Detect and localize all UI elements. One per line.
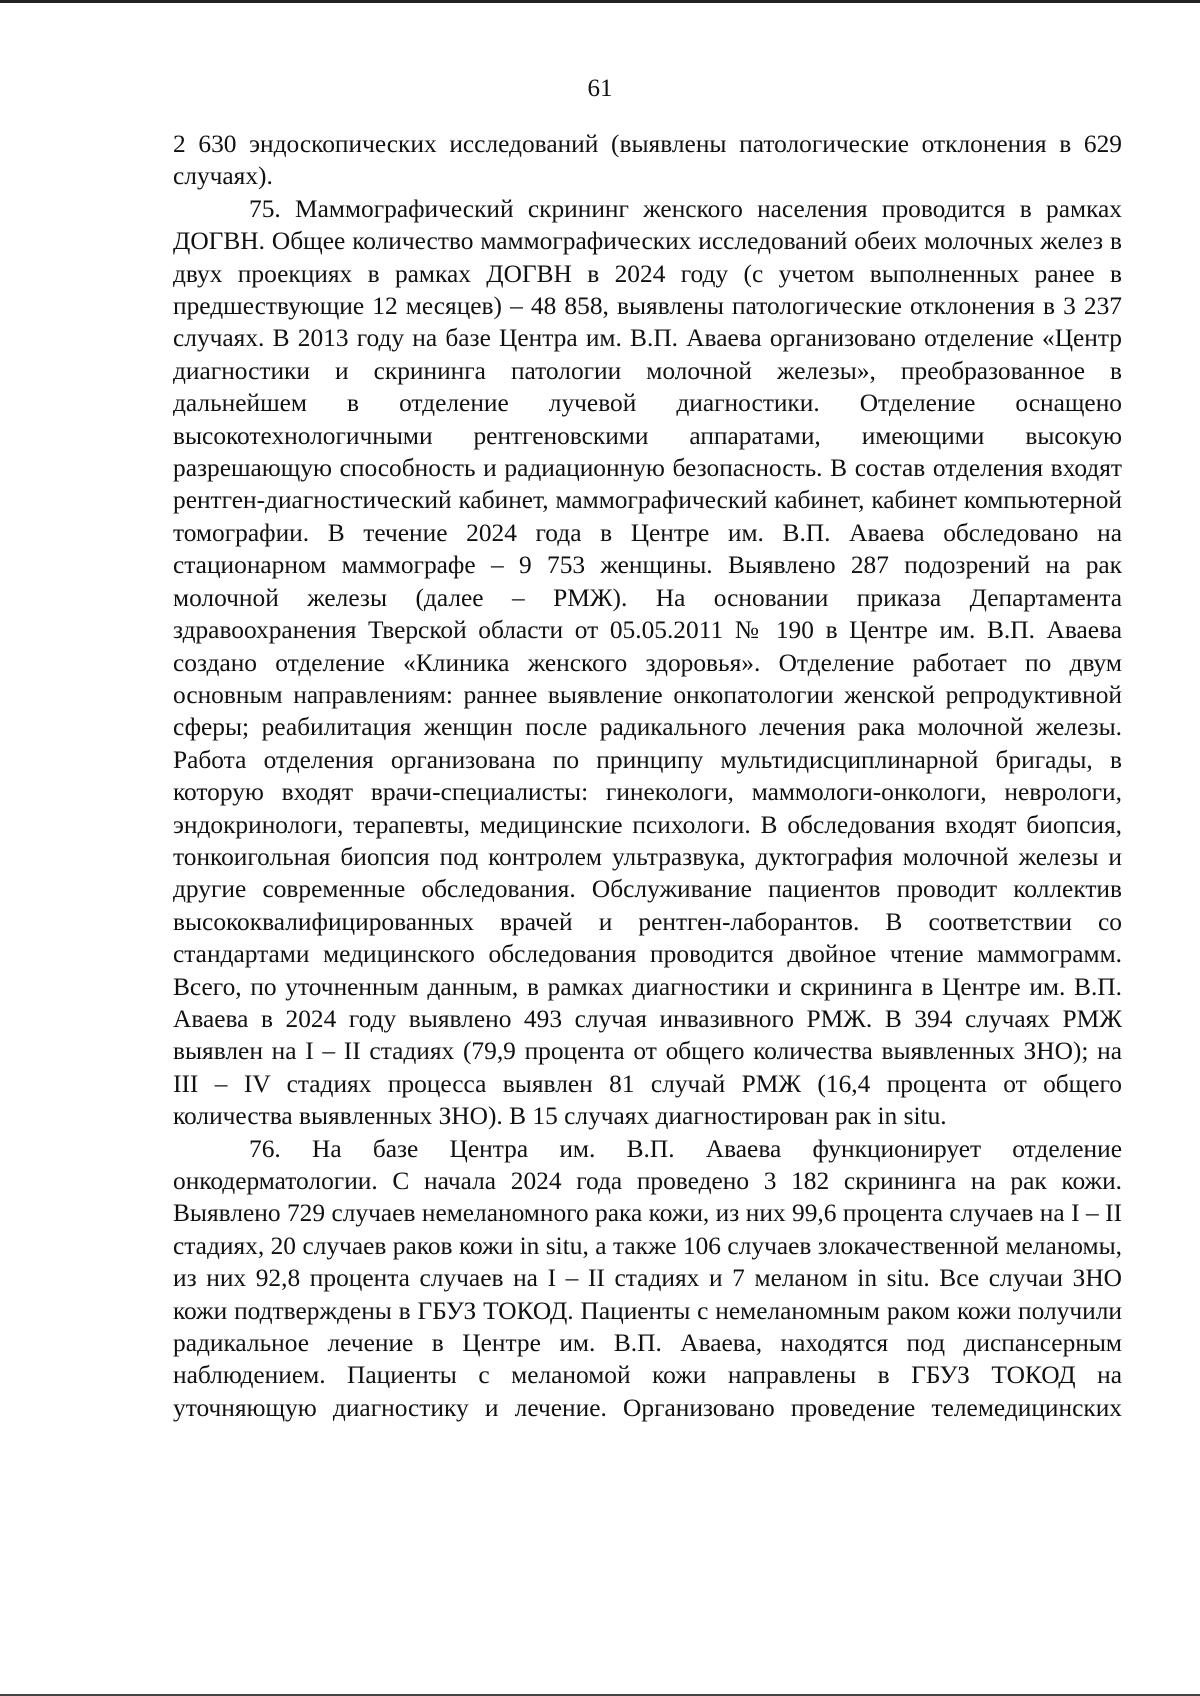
paragraph-76: 76. На базе Центра им. В.П. Аваева функционирует отделение онкодерматологии. С начала 2024 года проведено 3 182 скрининга на рак кожи. Выявлено 729 случаев немеланомного рака кожи, из них 99,6 процента случаев на I – II стадиях, 20 случаев раков кожи in situ, а также 106 случаев злокачественной меланомы, из них 92,8 процента случаев на I – II стадиях и 7 меланом in situ. Все случаи ЗНО кожи подтверждены в ГБУЗ ТОКОД. Пациенты с немеланомным раком кожи получили радикальное лечение в Центре им. В.П. Аваева, находятся под диспансерным наблюдением. Пациенты с меланомой кожи направлены в ГБУЗ ТОКОД на уточняющую диагностику и лечение. Организовано проведение телемедицинских bbox=[173, 1134, 1122, 1422]
document-body bbox=[173, 128, 1122, 1424]
paragraph-continuation: 2 630 эндоскопических исследований (выявлены патологические отклонения в 629 случаях). bbox=[173, 130, 1122, 191]
page-number: 61 bbox=[587, 75, 613, 102]
paragraph-75: 75. Маммографический скрининг женского населения проводится в рамках ДОГВН. Общее количество маммографических исследований обеих молочных желез в двух проекциях в рамках ДОГВН в 2024 году (с учетом выполненных ранее в предшествующие 12 месяцев) – 48 858, выявлены патологические отклонения в 3 237 случаях. В 2013 году на базе Центра им. В.П. Аваева организовано отделение «Центр диагностики и скрининга патологии молочной железы», преобразованное в дальнейшем в отделение лучевой диагностики. Отделение оснащено высокотехнологичными рентгеновскими аппаратами, имеющими высокую разрешающую способность и радиационную безопасность. В состав отделения входят рентген-диагностический кабинет, маммографический кабинет, кабинет компьютерной томографии. В течение 2024 года в Центре им. В.П. Аваева обследовано на стационарном маммографе – 9 753 женщины. Выявлено 287 подозрений на рак молочной железы (далее – РМЖ). На основании приказа Департамента здравоохранения Тверской области от 05.05.2011 № 190 в Центре им. В.П. Аваева создано отделение «Клиника женского здоровья». Отделение работает по двум основным направлениям: раннее выявление онкопатологии женской репродуктивной сферы; реабилитация женщин после радикального лечения рака молочной железы. Работа отделения организована по принципу мультидисциплинарной бригады, в которую входят врачи-специалисты: гинекологи, маммологи-онкологи, неврологи, эндокринологи, терапевты, медицинские психологи. В обследования входят биопсия, тонкоигольная биопсия под контролем ультразвука, дуктография молочной железы и другие современные обследования. Обслуживание пациентов проводит коллектив высококвалифицированных врачей и рентген-лаборантов. В соответствии со стандартами медицинского обследования проводится двойное чтение маммограмм. Всего, по уточненным данным, в рамках диагностики и скрининга в Центре им. В.П. Аваева в 2024 году выявлено 493 случая инвазивного РМЖ. В 394 случаях РМЖ выявлен на I – II стадиях (79,9 процента от общего количества выявленных ЗНО); на III – IV стадиях процесса выявлен 81 случай РМЖ (16,4 процента от общего количества выявленных ЗНО). В 15 случаях диагностирован рак in situ. bbox=[173, 194, 1122, 1131]
scan-edge-top bbox=[0, 0, 1200, 3]
